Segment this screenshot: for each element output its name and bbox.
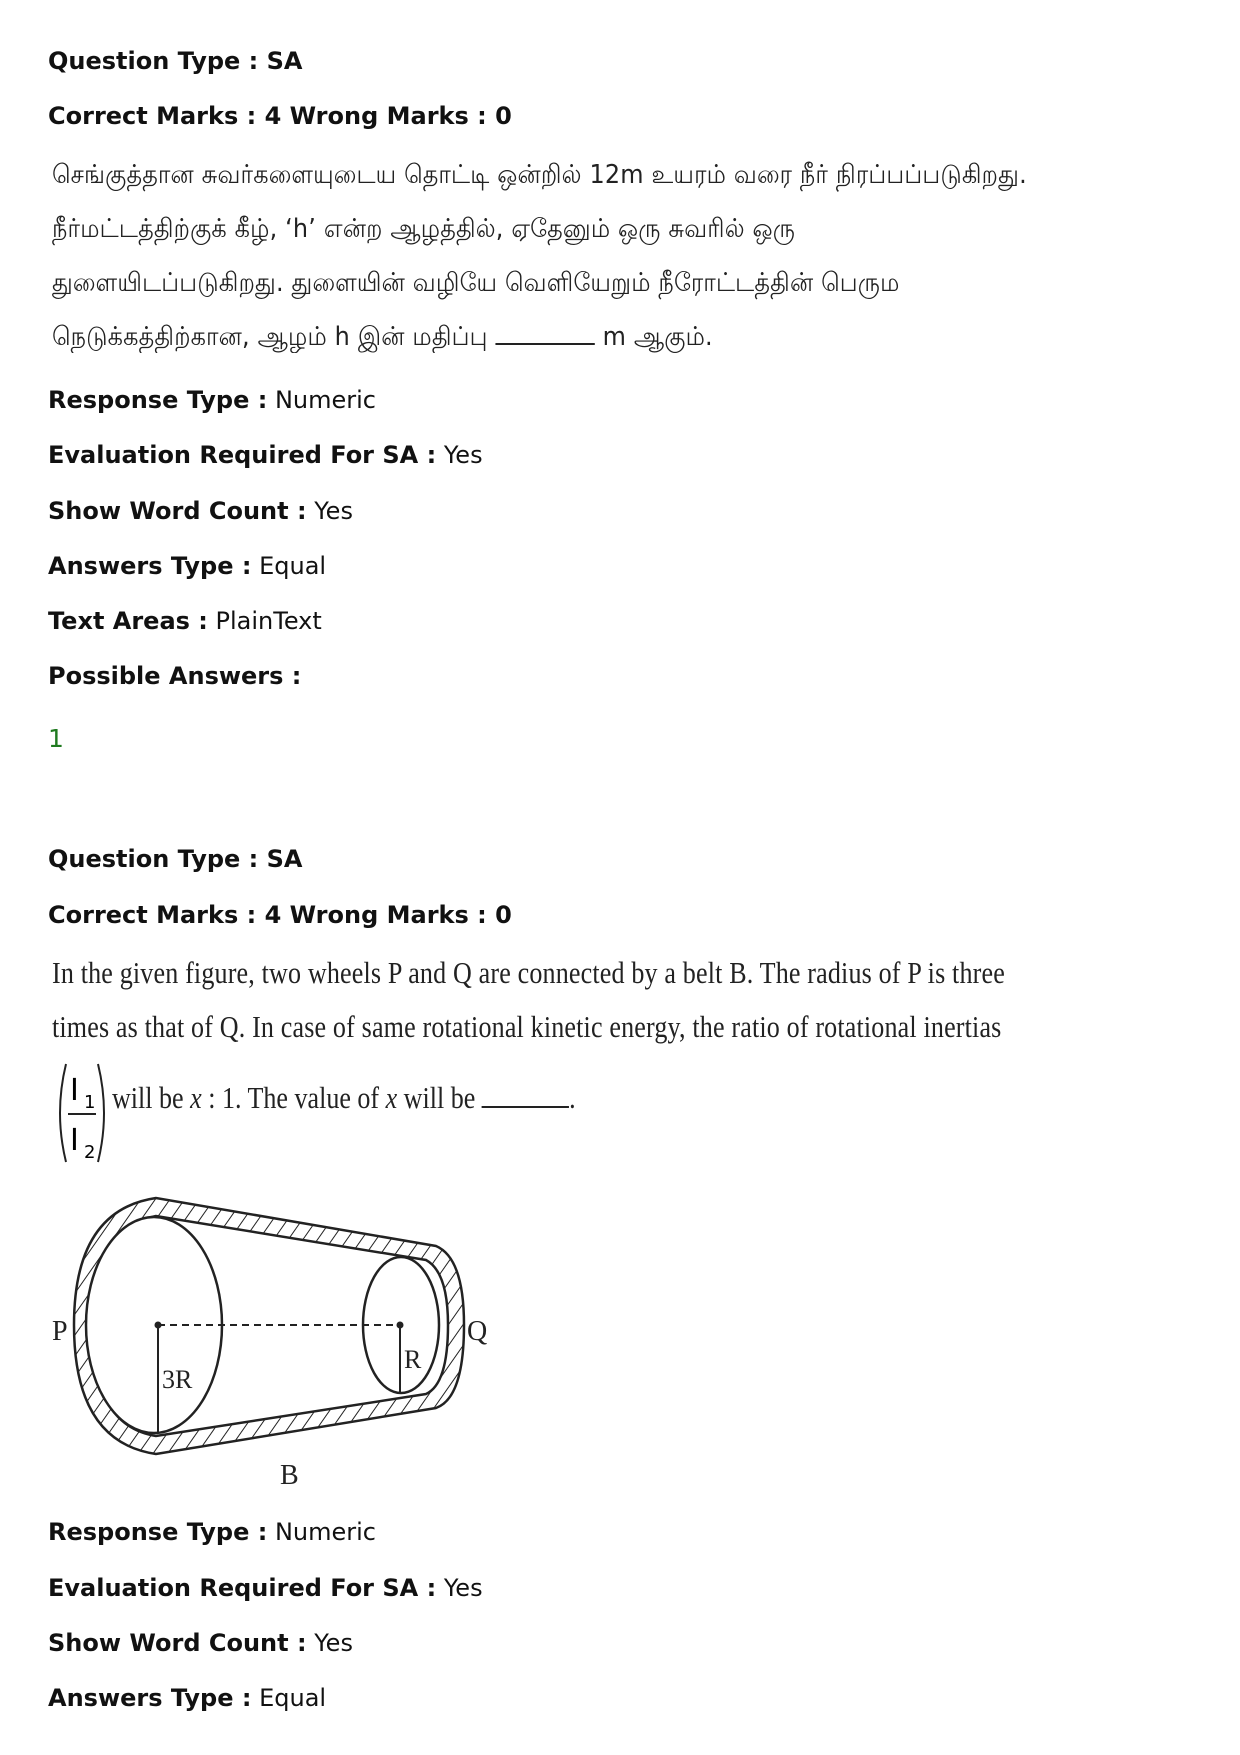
label-q: Q [467, 1316, 488, 1347]
q2-text-line: In the given figure, two wheels P and Q are connected by a belt B. The radius of P is three [52, 955, 1005, 990]
label-p: P [52, 1316, 68, 1347]
q2-response-type: Response Type : Numeric [48, 1518, 376, 1546]
q1-response-type: Response Type : Numeric [48, 386, 376, 414]
q1-answers-type: Answers Type : Equal [48, 552, 327, 580]
q2-question-text [52, 946, 1005, 1054]
fraction-numerator: I [70, 1073, 79, 1108]
q1-text-line-last: நெடுக்கத்திற்கான, ஆழம் h இன் மதிப்பு m ஆகும். [52, 310, 1027, 364]
q1-question-type: Question Type : SA [48, 47, 303, 75]
q1-text-line: துளையிடப்படுகிறது. துளையின் வழியே வெளியேறும் நீரோட்டத்தின் பெரும [52, 268, 900, 298]
q2-answers-type: Answers Type : Equal [48, 1684, 327, 1712]
q2-show-word-count: Show Word Count : Yes [48, 1629, 353, 1657]
q1-question-text [52, 148, 1027, 364]
q2-text-line: times as that of Q. In case of same rotational kinetic energy, the ratio of rotational inertias [52, 1009, 1002, 1044]
fraction-denominator-subscript: 2 [84, 1142, 96, 1163]
inertia-ratio-fraction [52, 1058, 112, 1168]
label-3r: 3R [162, 1365, 193, 1394]
belt-wheels-figure [44, 1190, 504, 1490]
q1-text-line: நீர்மட்டத்திற்குக் கீழ், ‘h’ என்ற ஆழத்தில், ஏதேனும் ஒரு சுவரில் ஒரு [52, 214, 796, 244]
answer-blank [495, 317, 594, 345]
label-b: B [280, 1460, 299, 1490]
q2-evaluation-required: Evaluation Required For SA : Yes [48, 1574, 483, 1602]
q1-show-word-count: Show Word Count : Yes [48, 497, 353, 525]
q1-text-line: செங்குத்தான சுவர்களையுடைய தொட்டி ஒன்றில் 12m உயரம் வரை நீர் நிரப்பப்படுகிறது. [52, 160, 1027, 190]
q1-text-areas: Text Areas : PlainText [48, 607, 322, 635]
fraction-denominator: I [70, 1123, 79, 1158]
q2-marks: Correct Marks : 4 Wrong Marks : 0 [48, 901, 512, 929]
fraction-numerator-subscript: 1 [84, 1092, 96, 1113]
answer-blank [482, 1080, 569, 1108]
label-r: R [404, 1345, 422, 1374]
q1-evaluation-required: Evaluation Required For SA : Yes [48, 441, 483, 469]
q2-fraction-sentence: will be x : 1. The value of x will be . [112, 1080, 576, 1115]
wheel-p [86, 1217, 222, 1433]
q1-possible-answers-label: Possible Answers : [48, 662, 302, 690]
q1-possible-answer: 1 [48, 724, 64, 753]
q2-question-type: Question Type : SA [48, 845, 303, 873]
q1-marks: Correct Marks : 4 Wrong Marks : 0 [48, 102, 512, 130]
